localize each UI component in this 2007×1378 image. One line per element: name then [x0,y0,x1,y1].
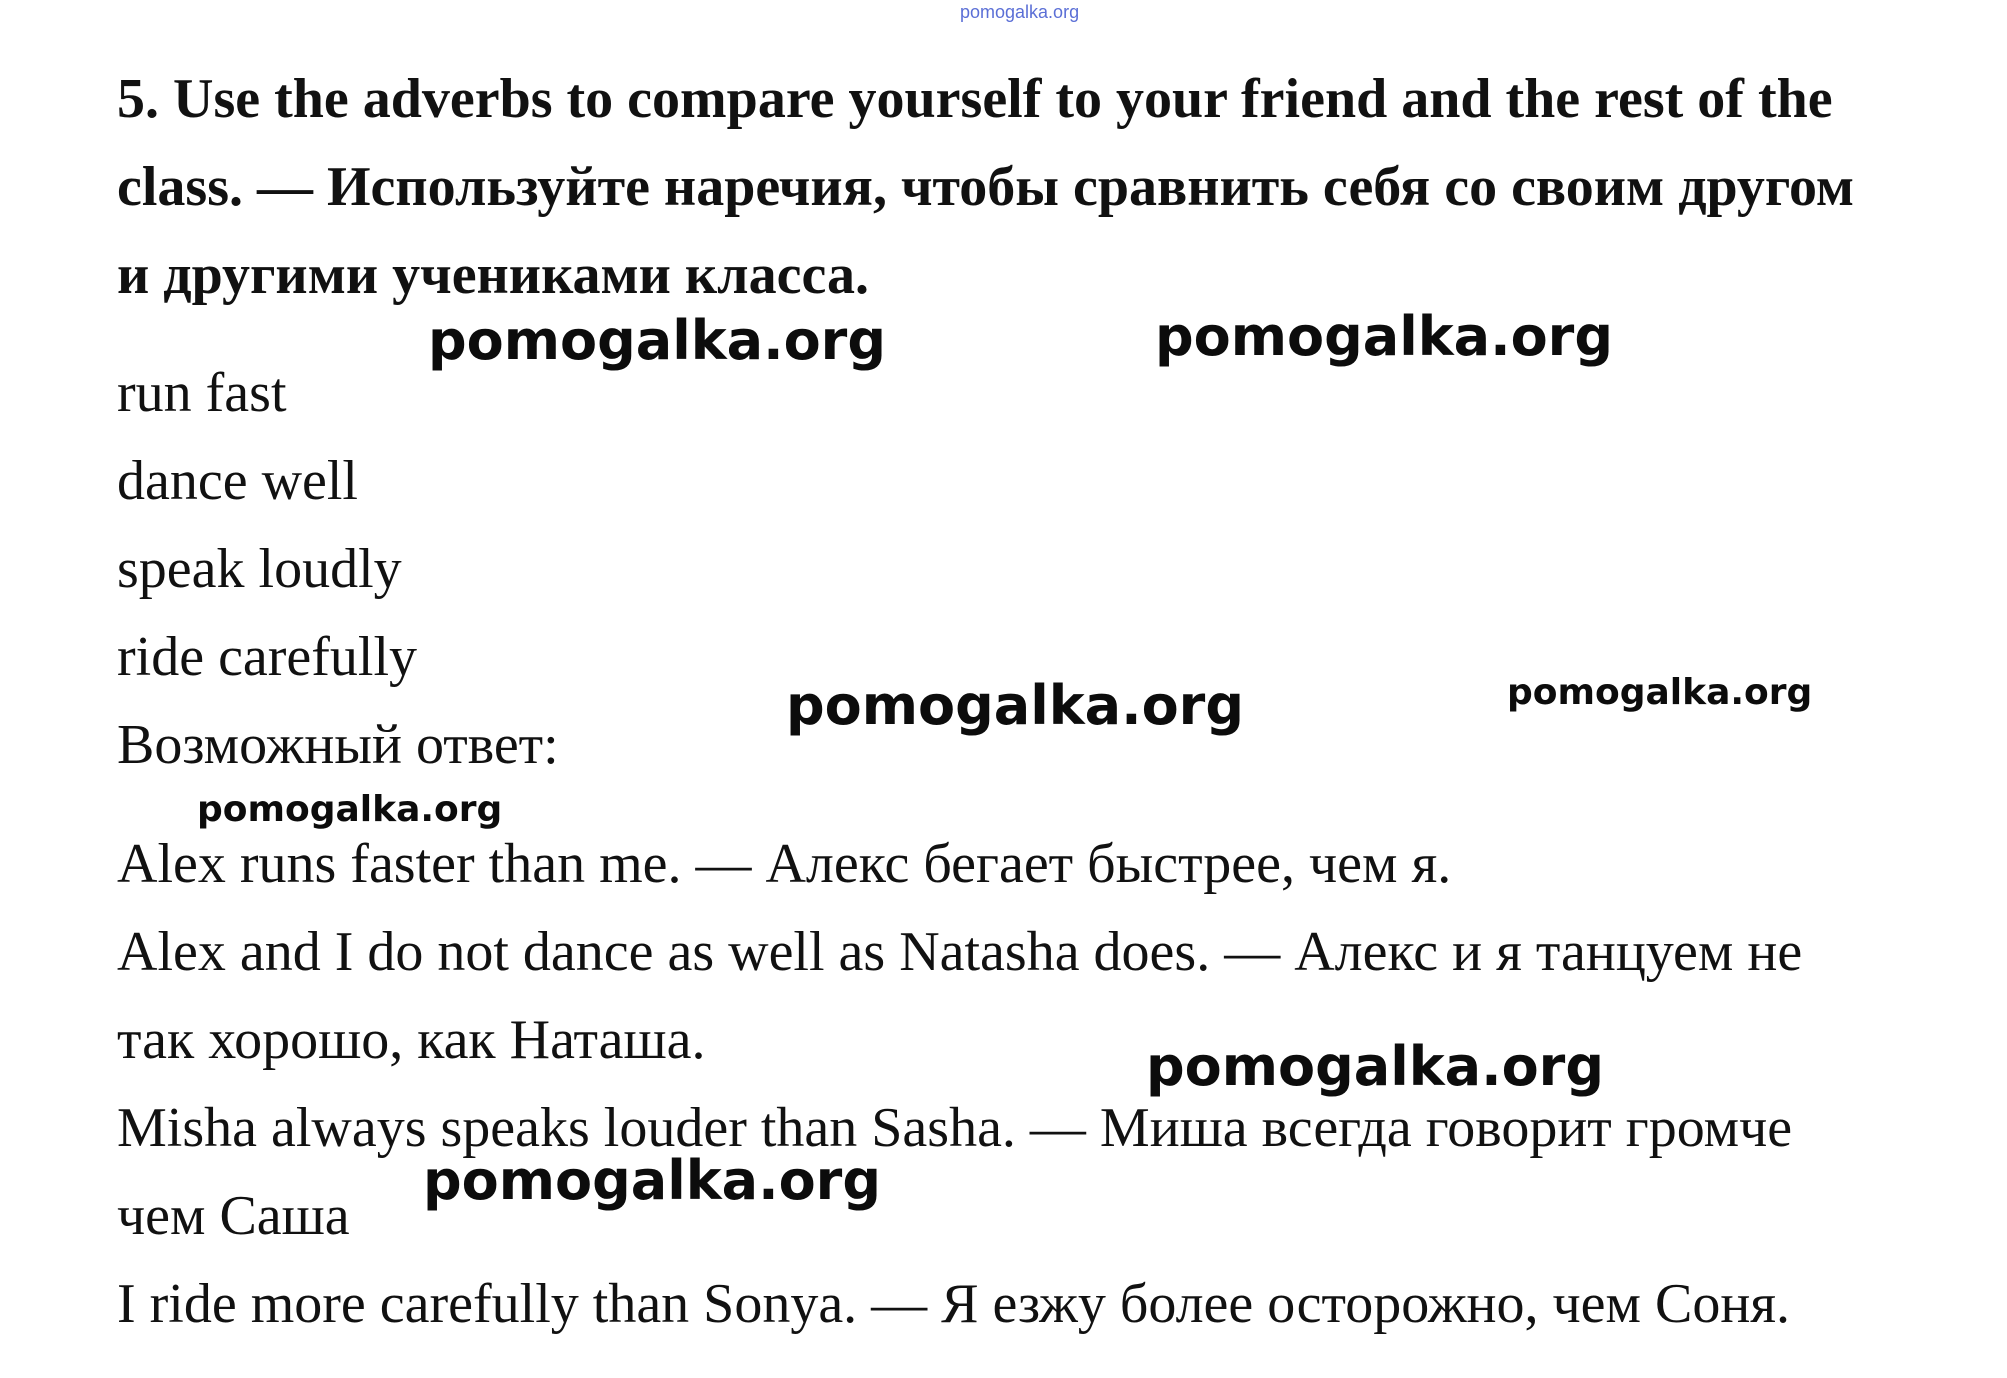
header-watermark: pomogalka.org [960,2,1080,22]
answer-line: так хорошо, как Наташа. [117,1009,706,1071]
answer-line: Alex and I do not dance as well as Natasha does. — Алекс и я танцуем не [117,921,1803,983]
watermark: pomogalka.org [786,674,1244,737]
watermark: pomogalka.org [1155,305,1613,368]
watermark: pomogalka.org [1146,1035,1604,1098]
exercise-title: 5. Use the adverbs to compare yourself to your friend and the rest of the class. — Используйте наречия, чтобы сравнить себя со своим другом и другими учениками класса. [117,68,1855,306]
watermark: pomogalka.org [1507,672,1813,713]
answer-label: Возможный ответ: [117,714,559,776]
watermark: pomogalka.org [197,789,503,830]
adverb-item: dance well [117,450,358,512]
adverb-item: run fast [117,362,287,424]
watermark: pomogalka.org [428,309,886,372]
answer-line: Alex runs faster than me. — Алекс бегает быстрее, чем я. [117,833,1452,895]
watermark: pomogalka.org [423,1149,881,1212]
adverb-item: speak loudly [117,538,402,600]
answer-line: I ride more carefully than Sonya. — Я езжу более осторожно, чем Соня. [117,1273,1791,1335]
answer-line: чем Саша [117,1185,350,1247]
adverb-item: ride carefully [117,626,418,688]
answer-line: Misha always speaks louder than Sasha. — Миша всегда говорит громче [117,1097,1793,1159]
